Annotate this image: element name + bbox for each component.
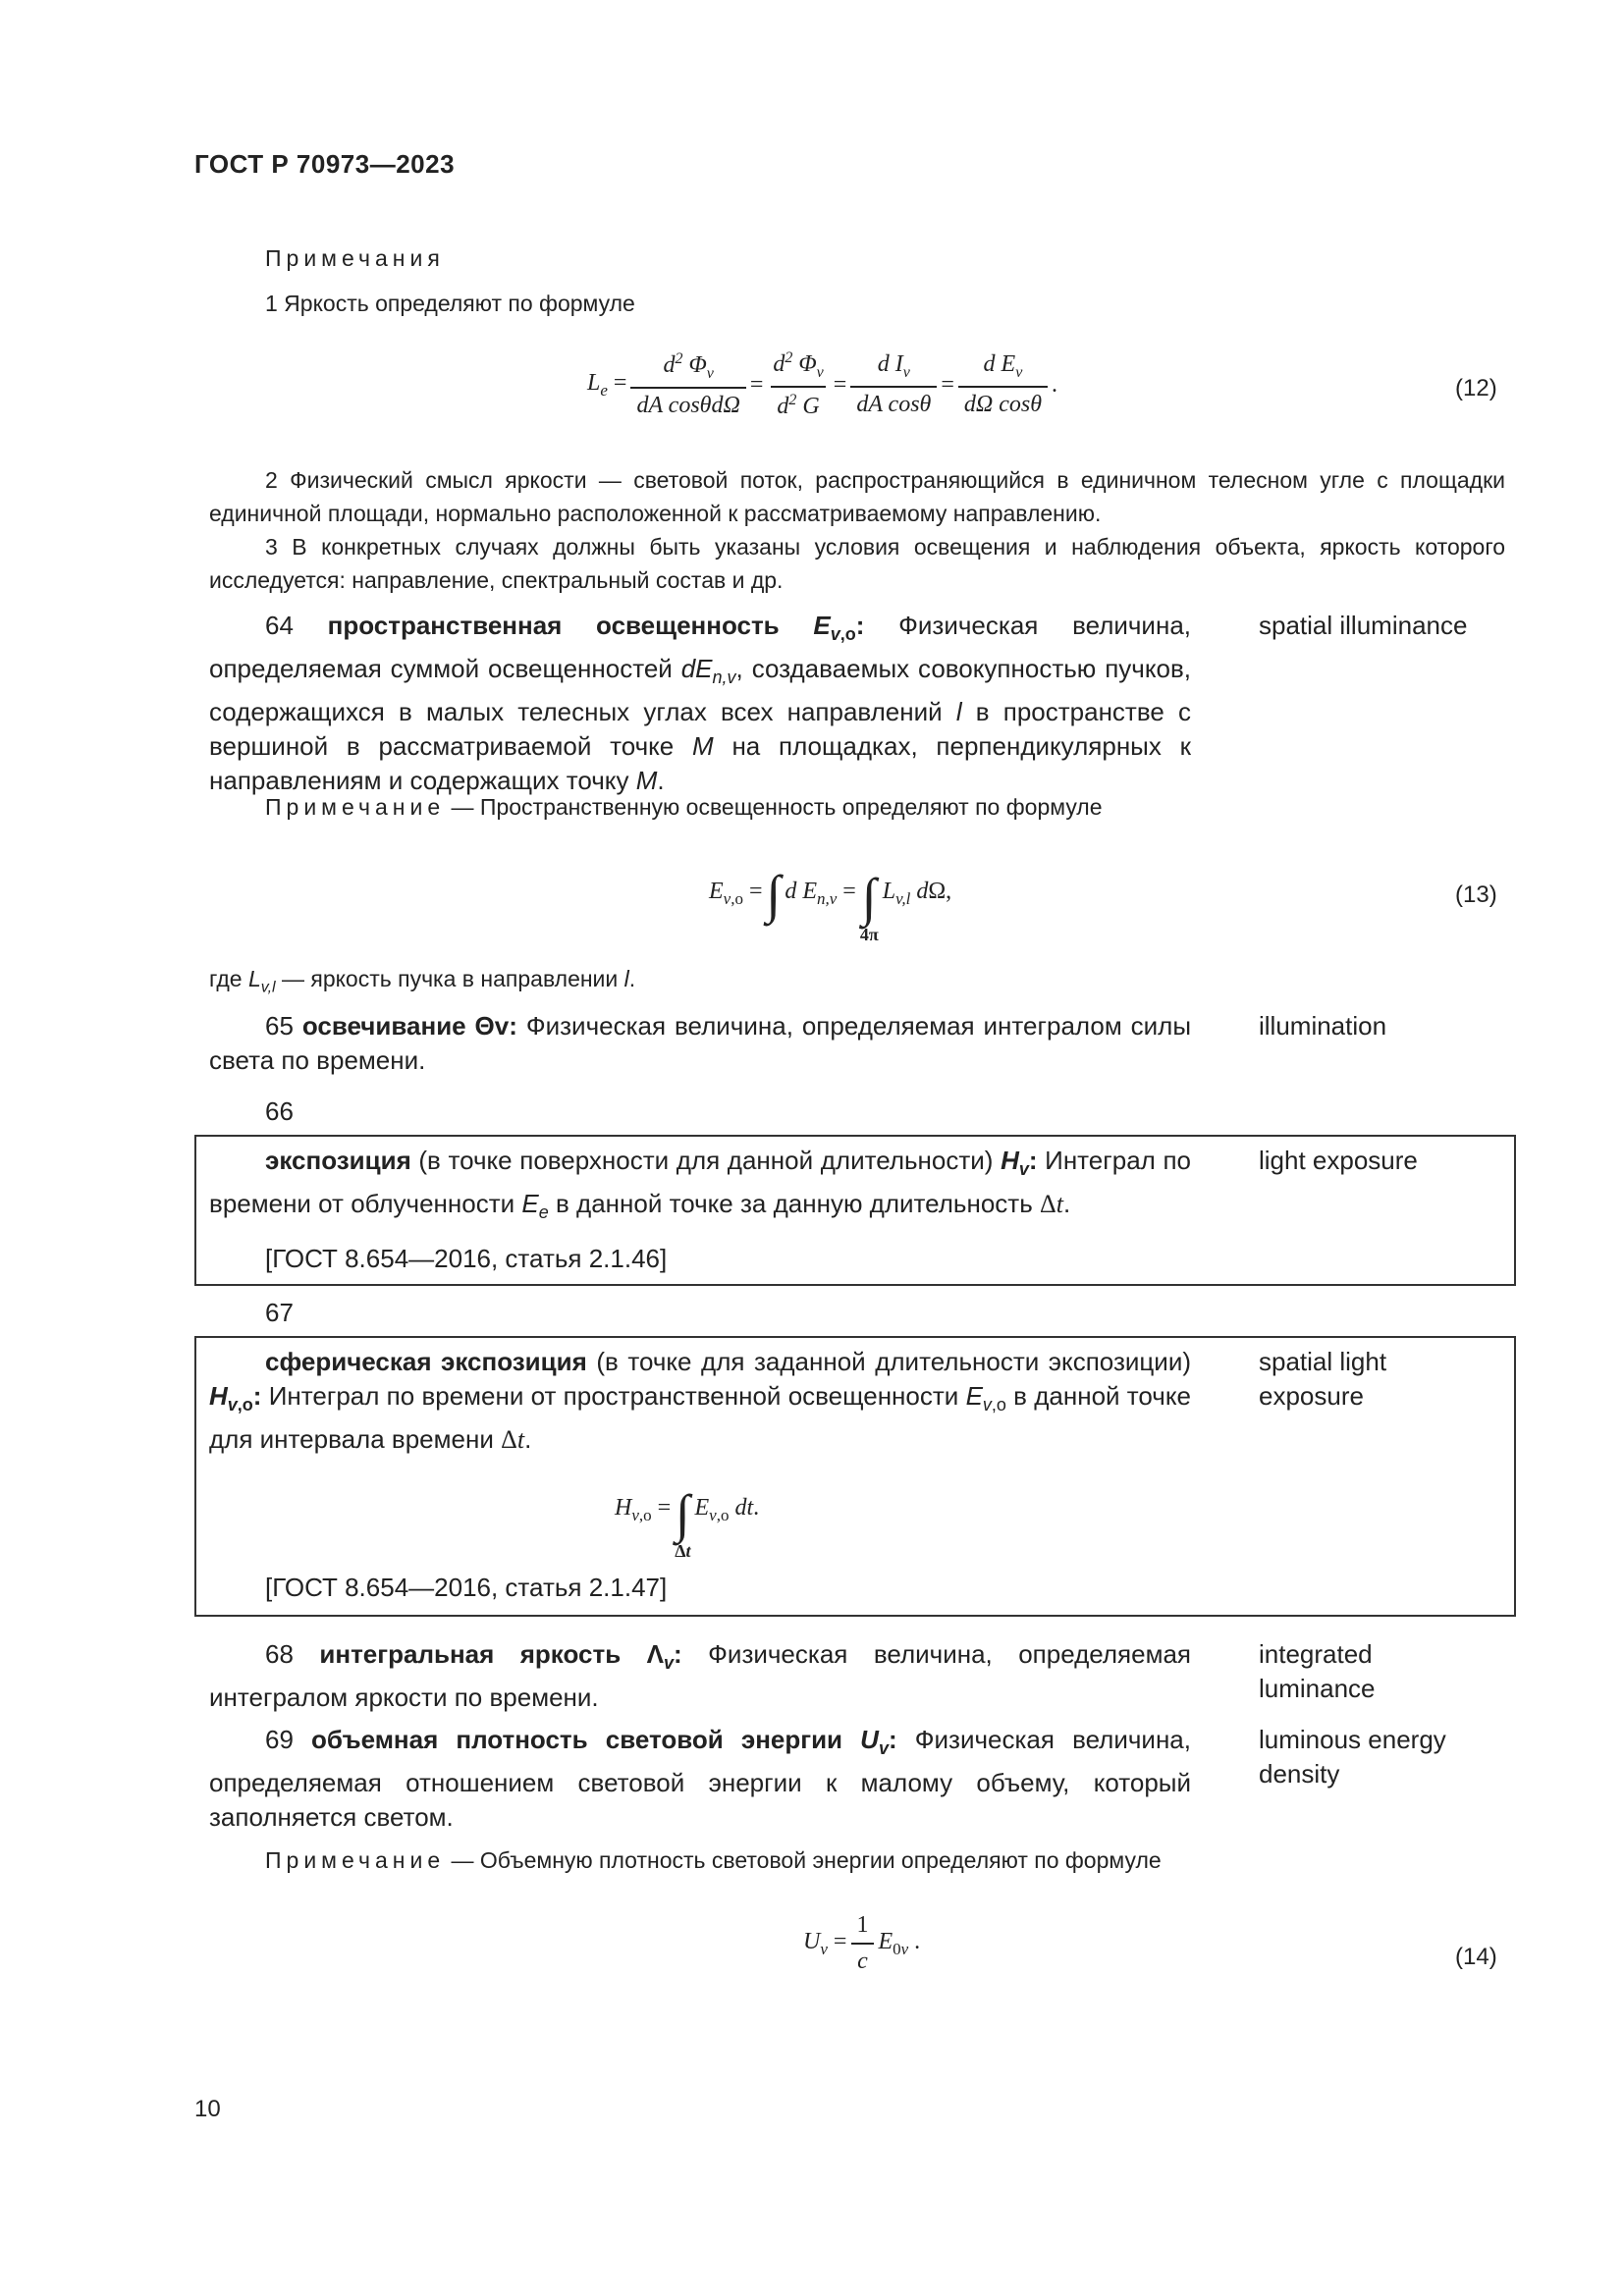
term-67-number: 67: [265, 1298, 294, 1327]
note-item-3: 3 В конкретных случаях должны быть указаны условия освещения и наблюдения объекта, яркость которого исследуется: направление, спектральный состав и др.: [209, 534, 1505, 593]
term-64-where-clause: где $L_{v,l}$ — яркость пучка в направлении l.: [209, 966, 636, 996]
term-66-source: [ГОСТ 8.654—2016, статья 2.1.46]: [265, 1244, 668, 1273]
term-64-note: Примечание — Пространственную освещенность определяют по формуле: [265, 794, 1103, 820]
term-name: пространственная освещенность: [327, 611, 780, 640]
equation-number-12: (12): [1455, 375, 1497, 401]
term-name: интегральная яркость: [319, 1639, 622, 1669]
term-66-definition: экспозиция (в точке поверхности для данной длительности) $H_v$: Интеграл по времени от облученности $E_e$ в данной точке за данную длительность Δt.: [209, 1146, 1191, 1223]
term-number: 64: [265, 611, 294, 640]
term-69-definition: 69 объемная плотность световой энергии $U_v$: Физическая величина, определяемая отношением световой энергии к малому объему, который заполняется светом.: [209, 1725, 1191, 1833]
term-67-source: [ГОСТ 8.654—2016, статья 2.1.47]: [265, 1573, 668, 1602]
formula-12: $L_e$ = $\frac{d^2 \Phi_v}{\text{dA cosθdΩ}}$ = $\frac{d^2 \Phi_v}{d^2 G}$ = $\frac{d I_v}{\text{dA cosθ}}$ = $\frac{d E_v}{\text{dΩ cosθ}}$ .: [587, 349, 1058, 419]
term-69-english: luminous energy density: [1259, 1725, 1446, 1789]
term-64-english: spatial illuminance: [1259, 611, 1468, 640]
term-67-english: spatial light exposure: [1259, 1347, 1387, 1411]
term-66-number: 66: [265, 1096, 294, 1126]
term-66-english: light exposure: [1259, 1146, 1418, 1175]
term-65-definition: 65 освечивание Θv: Физическая величина, определяемая интегралом силы света по времени.: [209, 1011, 1192, 1075]
formula-term-67: $H_{v,o}$ = ∫ Δt $E_{v,o}$ dt.: [615, 1484, 760, 1561]
term-68-definition: 68 интегральная яркость $\Lambda_v$: Физическая величина, определяемая интегралом яркости по времени.: [209, 1639, 1191, 1713]
document-id: ГОСТ Р 70973—2023: [194, 149, 456, 179]
notes-title: Примечания: [265, 245, 445, 271]
term-68-english: integrated luminance: [1259, 1639, 1376, 1703]
term-65-english: illumination: [1259, 1011, 1387, 1041]
equation-number-14: (14): [1455, 1944, 1497, 1970]
note-item-1: 1 Яркость определяют по формуле: [265, 291, 635, 316]
term-name: сферическая экспозиция: [265, 1347, 587, 1376]
equation-number-13: (13): [1455, 881, 1497, 908]
formula-14: $U_v$ = $\frac{1}{c}$ $E_{0v}$ .: [803, 1912, 921, 1974]
term-67-definition: сферическая экспозиция (в точке для заданной длительности экспозиции) $H_{v,o}$: Интеграл по времени от пространственной освещенности $E_{v,o}$ в данной точке для интервала времени Δt.: [209, 1347, 1191, 1455]
term-69-note: Примечание — Объемную плотность световой энергии определяют по формуле: [265, 1847, 1162, 1873]
term-name: экспозиция: [265, 1146, 411, 1175]
note-item-2: 2 Физический смысл яркости — световой поток, распространяющийся в единичном телесном угле с площадки единичной площади, нормально расположенной к рассматриваемому направлению.: [209, 467, 1505, 526]
term-name: объемная плотность световой энергии: [311, 1725, 843, 1754]
page-number: 10: [194, 2096, 221, 2122]
term-64-definition: 64 пространственная освещенность $E_{v,o}$: Физическая величина, определяемая суммой освещенностей $dE_{n,v}$, создаваемых совокупностью пучков, содержащихся в малых телесных углах всех направлений l в пространстве с вершиной в рассматриваемой точке M на площадках, перпендикулярных к направлениям и содержащих точку M.: [209, 611, 1191, 796]
term-name: освечивание Θv:: [301, 1011, 517, 1041]
formula-13: $E_{v,o}$ = ∫ d $E_{n,v}$ = ∫ 4π $L_{v,l}$ dΩ,: [709, 864, 952, 944]
